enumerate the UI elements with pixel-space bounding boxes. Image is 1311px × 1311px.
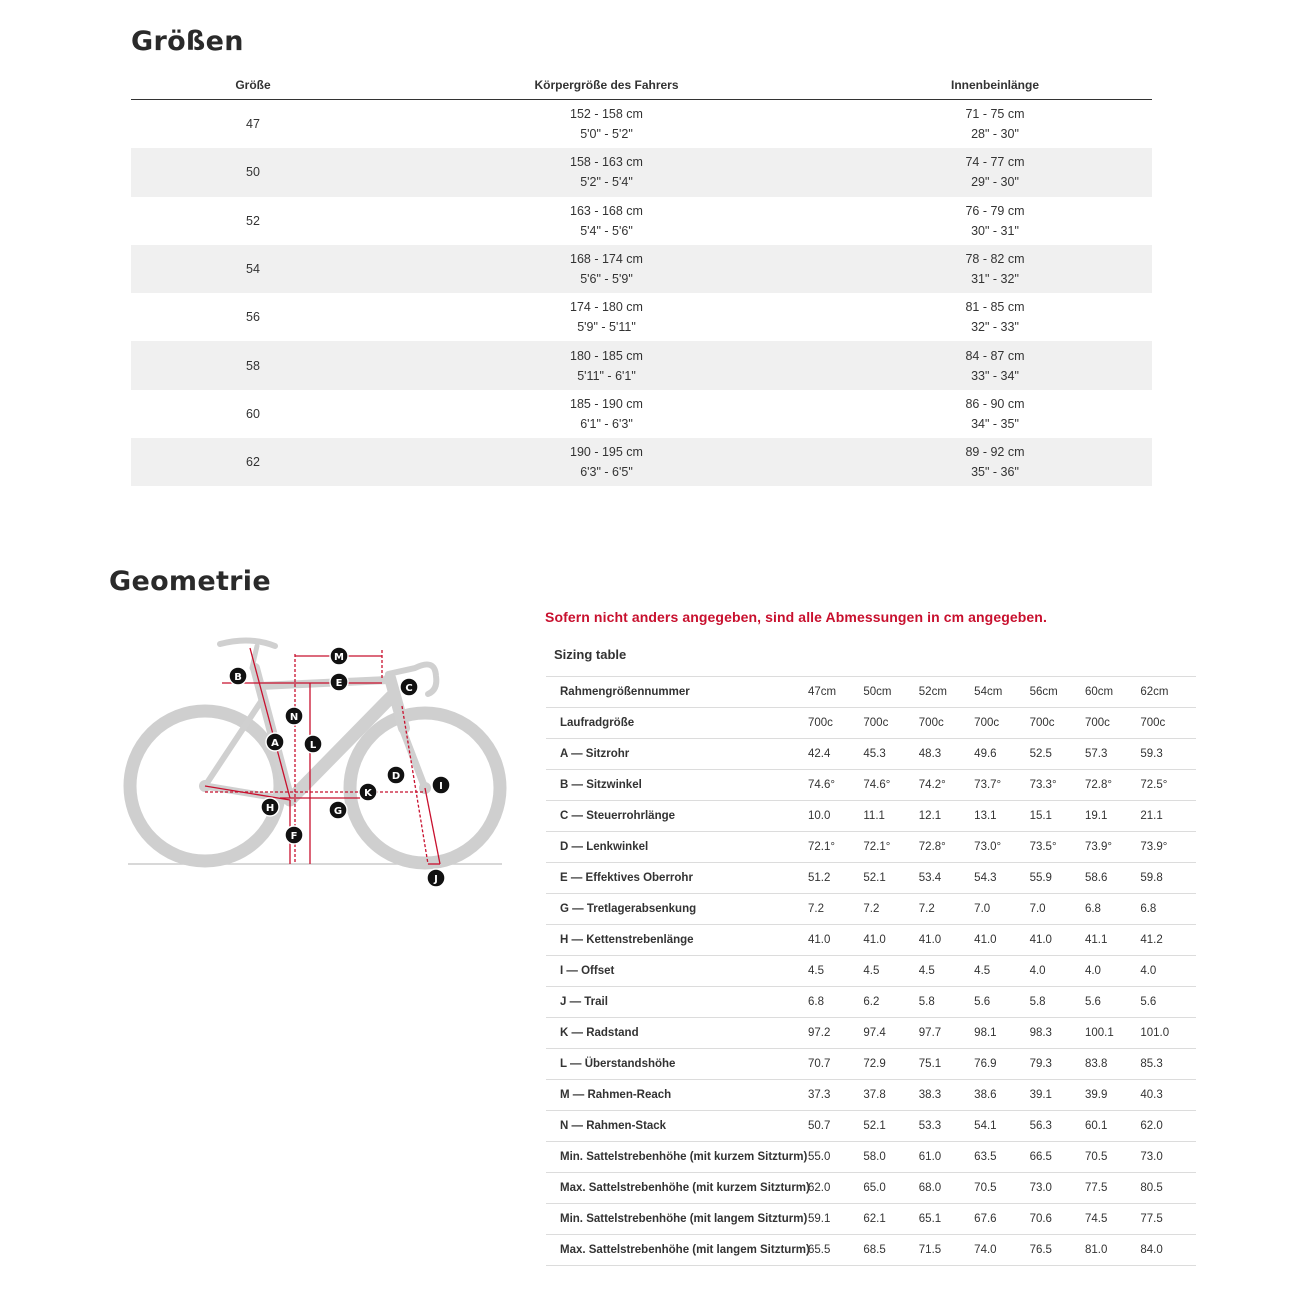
geometry-row-label: N — Rahmen-Stack [546, 1111, 808, 1142]
geometry-cell: 84.0 [1140, 1235, 1195, 1266]
geometry-row-label: Min. Sattelstrebenhöhe (mit langem Sitzturm) [546, 1204, 808, 1235]
inseam-in: 30" - 31" [971, 223, 1019, 238]
inseam-cm: 86 - 90 cm [965, 396, 1025, 411]
geometry-table [546, 676, 1196, 1266]
rider-height-cm: 180 - 185 cm [570, 348, 643, 363]
geometry-cell: 76.5 [1030, 1235, 1085, 1266]
geometry-cell: 19.1 [1085, 801, 1140, 832]
geometry-cell: 52.1 [863, 1111, 918, 1142]
geometry-cell: 54.3 [974, 863, 1029, 894]
geometry-cell: 52.1 [863, 863, 918, 894]
geometry-cell: 13.1 [974, 801, 1029, 832]
geometry-cell: 5.6 [1140, 987, 1195, 1018]
svg-text:C: C [405, 683, 413, 694]
geometry-row [546, 1111, 1196, 1142]
geometry-cell: 73.0 [1140, 1142, 1195, 1173]
sizes-row [131, 197, 1152, 245]
geometry-row-label: G — Tretlagerabsenkung [546, 894, 808, 925]
geometry-cell: 55.0 [808, 1142, 863, 1173]
geometry-cell: 39.9 [1085, 1080, 1140, 1111]
marker-a [266, 733, 284, 751]
geometry-cell: 4.0 [1085, 956, 1140, 987]
geometry-cell: 70.5 [1085, 1142, 1140, 1173]
size-value: 58 [246, 358, 260, 373]
geometry-cell: 59.3 [1140, 739, 1195, 770]
geometry-cell: 100.1 [1085, 1018, 1140, 1049]
geometry-cell: 700c [1140, 708, 1195, 739]
rider-height-cm: 190 - 195 cm [570, 445, 643, 460]
geometry-cell: 65.0 [863, 1173, 918, 1204]
geometry-row-label: C — Steuerrohrlänge [546, 801, 808, 832]
geometry-cell: 41.0 [808, 925, 863, 956]
sizes-row [131, 438, 1152, 486]
geometry-cell: 41.0 [863, 925, 918, 956]
geometry-row [546, 1018, 1196, 1049]
inseam-cm: 89 - 92 cm [965, 445, 1025, 460]
inseam-in: 28" - 30" [971, 127, 1019, 142]
header-inseam: Innenbeinlänge [950, 78, 1039, 92]
geometry-cell: 4.5 [919, 956, 974, 987]
sizes-row [131, 390, 1152, 438]
geometry-row [546, 677, 1196, 708]
rider-height [375, 249, 838, 289]
geometry-cell: 72.9 [863, 1049, 918, 1080]
geometry-cell: 77.5 [1085, 1173, 1140, 1204]
geometry-row [546, 1049, 1196, 1080]
rider-height [375, 152, 838, 192]
marker-b [229, 667, 247, 685]
rider-height-cm: 152 - 158 cm [570, 107, 643, 122]
marker-k [359, 783, 377, 801]
geometry-cell: 59.1 [808, 1204, 863, 1235]
marker-j [427, 869, 445, 887]
geometry-cell: 11.1 [863, 801, 918, 832]
geometry-cell: 41.1 [1085, 925, 1140, 956]
geometry-cell: 52cm [919, 677, 974, 708]
rider-height-cm: 168 - 174 cm [570, 252, 643, 267]
geometry-row-label: Rahmengrößennummer [546, 677, 808, 708]
geometry-cell: 5.8 [919, 987, 974, 1018]
geometry-cell: 58.6 [1085, 863, 1140, 894]
geometry-cell: 72.8° [919, 832, 974, 863]
geometry-cell: 7.0 [974, 894, 1029, 925]
svg-text:N: N [289, 712, 299, 723]
size-value: 56 [246, 310, 260, 325]
geometry-cell: 700c [1030, 708, 1085, 739]
geometry-cell: 57.3 [1085, 739, 1140, 770]
geometry-cell: 53.3 [919, 1111, 974, 1142]
inseam [838, 201, 1152, 241]
rider-height-in: 5'4" - 5'6" [580, 223, 633, 238]
geometry-cell: 72.1° [863, 832, 918, 863]
geometry-cell: 73.0 [1030, 1173, 1085, 1204]
geometry-cell: 6.8 [808, 987, 863, 1018]
inseam-cm: 71 - 75 cm [965, 107, 1025, 122]
rider-height [375, 346, 838, 386]
geometry-cell: 74.6° [808, 770, 863, 801]
sizes-row [131, 245, 1152, 293]
geometry-row-label: A — Sitzrohr [546, 739, 808, 770]
geometry-cell: 81.0 [1085, 1235, 1140, 1266]
geometry-cell: 67.6 [974, 1204, 1029, 1235]
geometry-cell: 62cm [1140, 677, 1195, 708]
rider-height-cm: 185 - 190 cm [570, 396, 643, 411]
geometry-cell: 51.2 [808, 863, 863, 894]
geometry-cell: 59.8 [1140, 863, 1195, 894]
geometry-cell: 53.4 [919, 863, 974, 894]
inseam-in: 29" - 30" [971, 175, 1019, 190]
geometry-row [546, 801, 1196, 832]
geometry-row [546, 925, 1196, 956]
geometry-cell: 70.7 [808, 1049, 863, 1080]
sizes-row [131, 100, 1152, 148]
geometry-cell: 10.0 [808, 801, 863, 832]
geometry-title: Geometrie [109, 566, 271, 597]
geometry-cell: 73.0° [974, 832, 1029, 863]
inseam-in: 34" - 35" [971, 416, 1019, 431]
geometry-cell: 42.4 [808, 739, 863, 770]
svg-text:J: J [434, 874, 438, 885]
geometry-cell: 41.0 [1030, 925, 1085, 956]
geometry-cell: 71.5 [919, 1235, 974, 1266]
rider-height-in: 5'2" - 5'4" [580, 175, 633, 190]
sizing-table-caption: Sizing table [554, 647, 627, 662]
geometry-row [546, 894, 1196, 925]
size-value: 60 [246, 406, 260, 421]
rider-height-cm: 174 - 180 cm [570, 300, 643, 315]
geometry-cell: 73.9° [1085, 832, 1140, 863]
geometry-cell: 65.1 [919, 1204, 974, 1235]
marker-f [285, 826, 303, 844]
svg-text:D: D [391, 771, 401, 782]
svg-text:H: H [265, 803, 275, 814]
geometry-cell: 79.3 [1030, 1049, 1085, 1080]
inseam-in: 33" - 34" [971, 368, 1019, 383]
geometry-cell: 73.7° [974, 770, 1029, 801]
bike-geometry-diagram [110, 628, 510, 898]
geometry-row [546, 1142, 1196, 1173]
sizes-row [131, 293, 1152, 341]
geometry-row-label: Max. Sattelstrebenhöhe (mit langem Sitzturm) [546, 1235, 808, 1266]
rider-height [375, 442, 838, 482]
geometry-cell: 54.1 [974, 1111, 1029, 1142]
geometry-cell: 73.5° [1030, 832, 1085, 863]
geometry-row-label: E — Effektives Oberrohr [546, 863, 808, 894]
geometry-cell: 76.9 [974, 1049, 1029, 1080]
geometry-cell: 74.5 [1085, 1204, 1140, 1235]
geometry-cell: 83.8 [1085, 1049, 1140, 1080]
inseam [838, 249, 1152, 289]
rider-height [375, 104, 838, 144]
svg-text:M: M [334, 652, 344, 663]
marker-h [261, 798, 279, 816]
geometry-row [546, 863, 1196, 894]
geometry-cell: 7.2 [919, 894, 974, 925]
geometry-cell: 6.2 [863, 987, 918, 1018]
geometry-cell: 49.6 [974, 739, 1029, 770]
sizes-row [131, 148, 1152, 196]
geometry-cell: 38.3 [919, 1080, 974, 1111]
geometry-cell: 50cm [863, 677, 918, 708]
geometry-row [546, 832, 1196, 863]
geometry-cell: 70.6 [1030, 1204, 1085, 1235]
units-note: Sofern nicht anders angegeben, sind alle Abmessungen in cm angegeben. [545, 609, 1047, 625]
geometry-cell: 54cm [974, 677, 1029, 708]
geometry-row-label: H — Kettenstrebenlänge [546, 925, 808, 956]
size-value: 47 [246, 117, 260, 132]
geometry-row [546, 1080, 1196, 1111]
geometry-cell: 74.2° [919, 770, 974, 801]
marker-l [304, 735, 322, 753]
geometry-cell: 55.9 [1030, 863, 1085, 894]
geometry-cell: 6.8 [1085, 894, 1140, 925]
svg-text:B: B [234, 672, 242, 683]
geometry-cell: 7.2 [863, 894, 918, 925]
geometry-cell: 74.6° [863, 770, 918, 801]
geometry-cell: 41.0 [974, 925, 1029, 956]
size-value: 62 [246, 455, 260, 470]
geometry-cell: 62.1 [863, 1204, 918, 1235]
marker-i [432, 776, 450, 794]
geometry-cell: 61.0 [919, 1142, 974, 1173]
inseam [838, 297, 1152, 337]
geometry-cell: 98.3 [1030, 1018, 1085, 1049]
geometry-cell: 4.0 [1140, 956, 1195, 987]
marker-g [329, 801, 347, 819]
geometry-cell: 5.8 [1030, 987, 1085, 1018]
geometry-cell: 98.1 [974, 1018, 1029, 1049]
geometry-cell: 58.0 [863, 1142, 918, 1173]
geometry-row [546, 739, 1196, 770]
geometry-cell: 45.3 [863, 739, 918, 770]
geometry-cell: 97.2 [808, 1018, 863, 1049]
geometry-cell: 700c [1085, 708, 1140, 739]
svg-text:I: I [439, 781, 443, 792]
geometry-cell: 97.7 [919, 1018, 974, 1049]
rider-height-in: 5'0" - 5'2" [580, 127, 633, 142]
rider-height-in: 6'1" - 6'3" [580, 416, 633, 431]
geometry-row [546, 770, 1196, 801]
svg-text:E: E [335, 678, 343, 689]
inseam-cm: 84 - 87 cm [965, 348, 1025, 363]
sizes-table [131, 72, 1152, 486]
geometry-cell: 65.5 [808, 1235, 863, 1266]
geometry-cell: 52.5 [1030, 739, 1085, 770]
geometry-cell: 40.3 [1140, 1080, 1195, 1111]
geometry-cell: 101.0 [1140, 1018, 1195, 1049]
marker-d [387, 766, 405, 784]
header-size: Größe [235, 78, 271, 92]
inseam-cm: 81 - 85 cm [965, 300, 1025, 315]
geometry-cell: 5.6 [974, 987, 1029, 1018]
geometry-cell: 6.8 [1140, 894, 1195, 925]
size-value: 50 [246, 165, 260, 180]
rider-height-in: 5'11" - 6'1" [577, 368, 636, 383]
geometry-row [546, 1173, 1196, 1204]
geometry-cell: 38.6 [974, 1080, 1029, 1111]
geometry-cell: 15.1 [1030, 801, 1085, 832]
size-value: 52 [246, 213, 260, 228]
geometry-row [546, 708, 1196, 739]
rider-height [375, 297, 838, 337]
geometry-cell: 80.5 [1140, 1173, 1195, 1204]
inseam [838, 394, 1152, 434]
geometry-cell: 41.0 [919, 925, 974, 956]
geometry-cell: 4.0 [1030, 956, 1085, 987]
geometry-cell: 5.6 [1085, 987, 1140, 1018]
inseam-in: 32" - 33" [971, 320, 1019, 335]
geometry-row-label: M — Rahmen-Reach [546, 1080, 808, 1111]
sizes-table-header [131, 72, 1152, 100]
inseam [838, 442, 1152, 482]
geometry-row [546, 1204, 1196, 1235]
geometry-cell: 72.5° [1140, 770, 1195, 801]
geometry-cell: 66.5 [1030, 1142, 1085, 1173]
geometry-cell: 39.1 [1030, 1080, 1085, 1111]
geometry-cell: 60cm [1085, 677, 1140, 708]
svg-text:F: F [290, 831, 298, 842]
header-rider-height: Körpergröße des Fahrers [534, 78, 679, 92]
marker-n [285, 707, 303, 725]
geometry-row-label: Laufradgröße [546, 708, 808, 739]
geometry-cell: 700c [974, 708, 1029, 739]
svg-text:A: A [271, 738, 279, 749]
inseam [838, 152, 1152, 192]
svg-text:L: L [309, 740, 317, 751]
geometry-cell: 700c [808, 708, 863, 739]
rider-height-cm: 158 - 163 cm [570, 155, 643, 170]
geometry-cell: 41.2 [1140, 925, 1195, 956]
geometry-row-label: Min. Sattelstrebenhöhe (mit kurzem Sitzturm) [546, 1142, 808, 1173]
geometry-cell: 4.5 [808, 956, 863, 987]
geometry-cell: 700c [863, 708, 918, 739]
marker-c [400, 678, 418, 696]
geometry-cell: 7.2 [808, 894, 863, 925]
geometry-cell: 75.1 [919, 1049, 974, 1080]
geometry-row-label: Max. Sattelstrebenhöhe (mit kurzem Sitzturm) [546, 1173, 808, 1204]
geometry-cell: 4.5 [863, 956, 918, 987]
inseam-cm: 74 - 77 cm [965, 155, 1025, 170]
inseam [838, 104, 1152, 144]
geometry-cell: 72.1° [808, 832, 863, 863]
geometry-cell: 37.3 [808, 1080, 863, 1111]
geometry-row-label: K — Radstand [546, 1018, 808, 1049]
geometry-cell: 700c [919, 708, 974, 739]
geometry-cell: 37.8 [863, 1080, 918, 1111]
rider-height-cm: 163 - 168 cm [570, 203, 643, 218]
marker-e [330, 673, 348, 691]
geometry-cell: 50.7 [808, 1111, 863, 1142]
geometry-cell: 60.1 [1085, 1111, 1140, 1142]
geometry-row-label: D — Lenkwinkel [546, 832, 808, 863]
rider-height-in: 5'6" - 5'9" [580, 272, 633, 287]
geometry-row [546, 987, 1196, 1018]
rider-height [375, 201, 838, 241]
geometry-cell: 68.0 [919, 1173, 974, 1204]
geometry-cell: 56cm [1030, 677, 1085, 708]
geometry-cell: 7.0 [1030, 894, 1085, 925]
geometry-cell: 62.0 [808, 1173, 863, 1204]
geometry-cell: 48.3 [919, 739, 974, 770]
marker-m [330, 647, 348, 665]
geometry-cell: 47cm [808, 677, 863, 708]
svg-text:G: G [333, 806, 343, 817]
geometry-cell: 73.3° [1030, 770, 1085, 801]
geometry-cell: 74.0 [974, 1235, 1029, 1266]
geometry-cell: 77.5 [1140, 1204, 1195, 1235]
inseam-cm: 78 - 82 cm [965, 252, 1025, 267]
geometry-row-label: I — Offset [546, 956, 808, 987]
geometry-cell: 4.5 [974, 956, 1029, 987]
geometry-row-label: B — Sitzwinkel [546, 770, 808, 801]
inseam [838, 346, 1152, 386]
geometry-cell: 68.5 [863, 1235, 918, 1266]
geometry-cell: 56.3 [1030, 1111, 1085, 1142]
inseam-in: 31" - 32" [971, 272, 1019, 287]
geometry-cell: 72.8° [1085, 770, 1140, 801]
geometry-row [546, 956, 1196, 987]
geometry-row [546, 1235, 1196, 1266]
geometry-cell: 73.9° [1140, 832, 1195, 863]
inseam-in: 35" - 36" [971, 465, 1019, 480]
geometry-cell: 97.4 [863, 1018, 918, 1049]
geometry-cell: 21.1 [1140, 801, 1195, 832]
svg-text:K: K [364, 788, 372, 799]
sizes-row [131, 341, 1152, 389]
geometry-row-label: J — Trail [546, 987, 808, 1018]
geometry-cell: 85.3 [1140, 1049, 1195, 1080]
sizes-title: Größen [131, 26, 244, 57]
size-value: 54 [246, 262, 260, 277]
geometry-row-label: L — Überstandshöhe [546, 1049, 808, 1080]
geometry-cell: 70.5 [974, 1173, 1029, 1204]
inseam-cm: 76 - 79 cm [965, 203, 1025, 218]
rider-height-in: 5'9" - 5'11" [577, 320, 636, 335]
geometry-cell: 62.0 [1140, 1111, 1195, 1142]
geometry-cell: 63.5 [974, 1142, 1029, 1173]
rider-height [375, 394, 838, 434]
geometry-cell: 12.1 [919, 801, 974, 832]
rider-height-in: 6'3" - 6'5" [580, 465, 633, 480]
